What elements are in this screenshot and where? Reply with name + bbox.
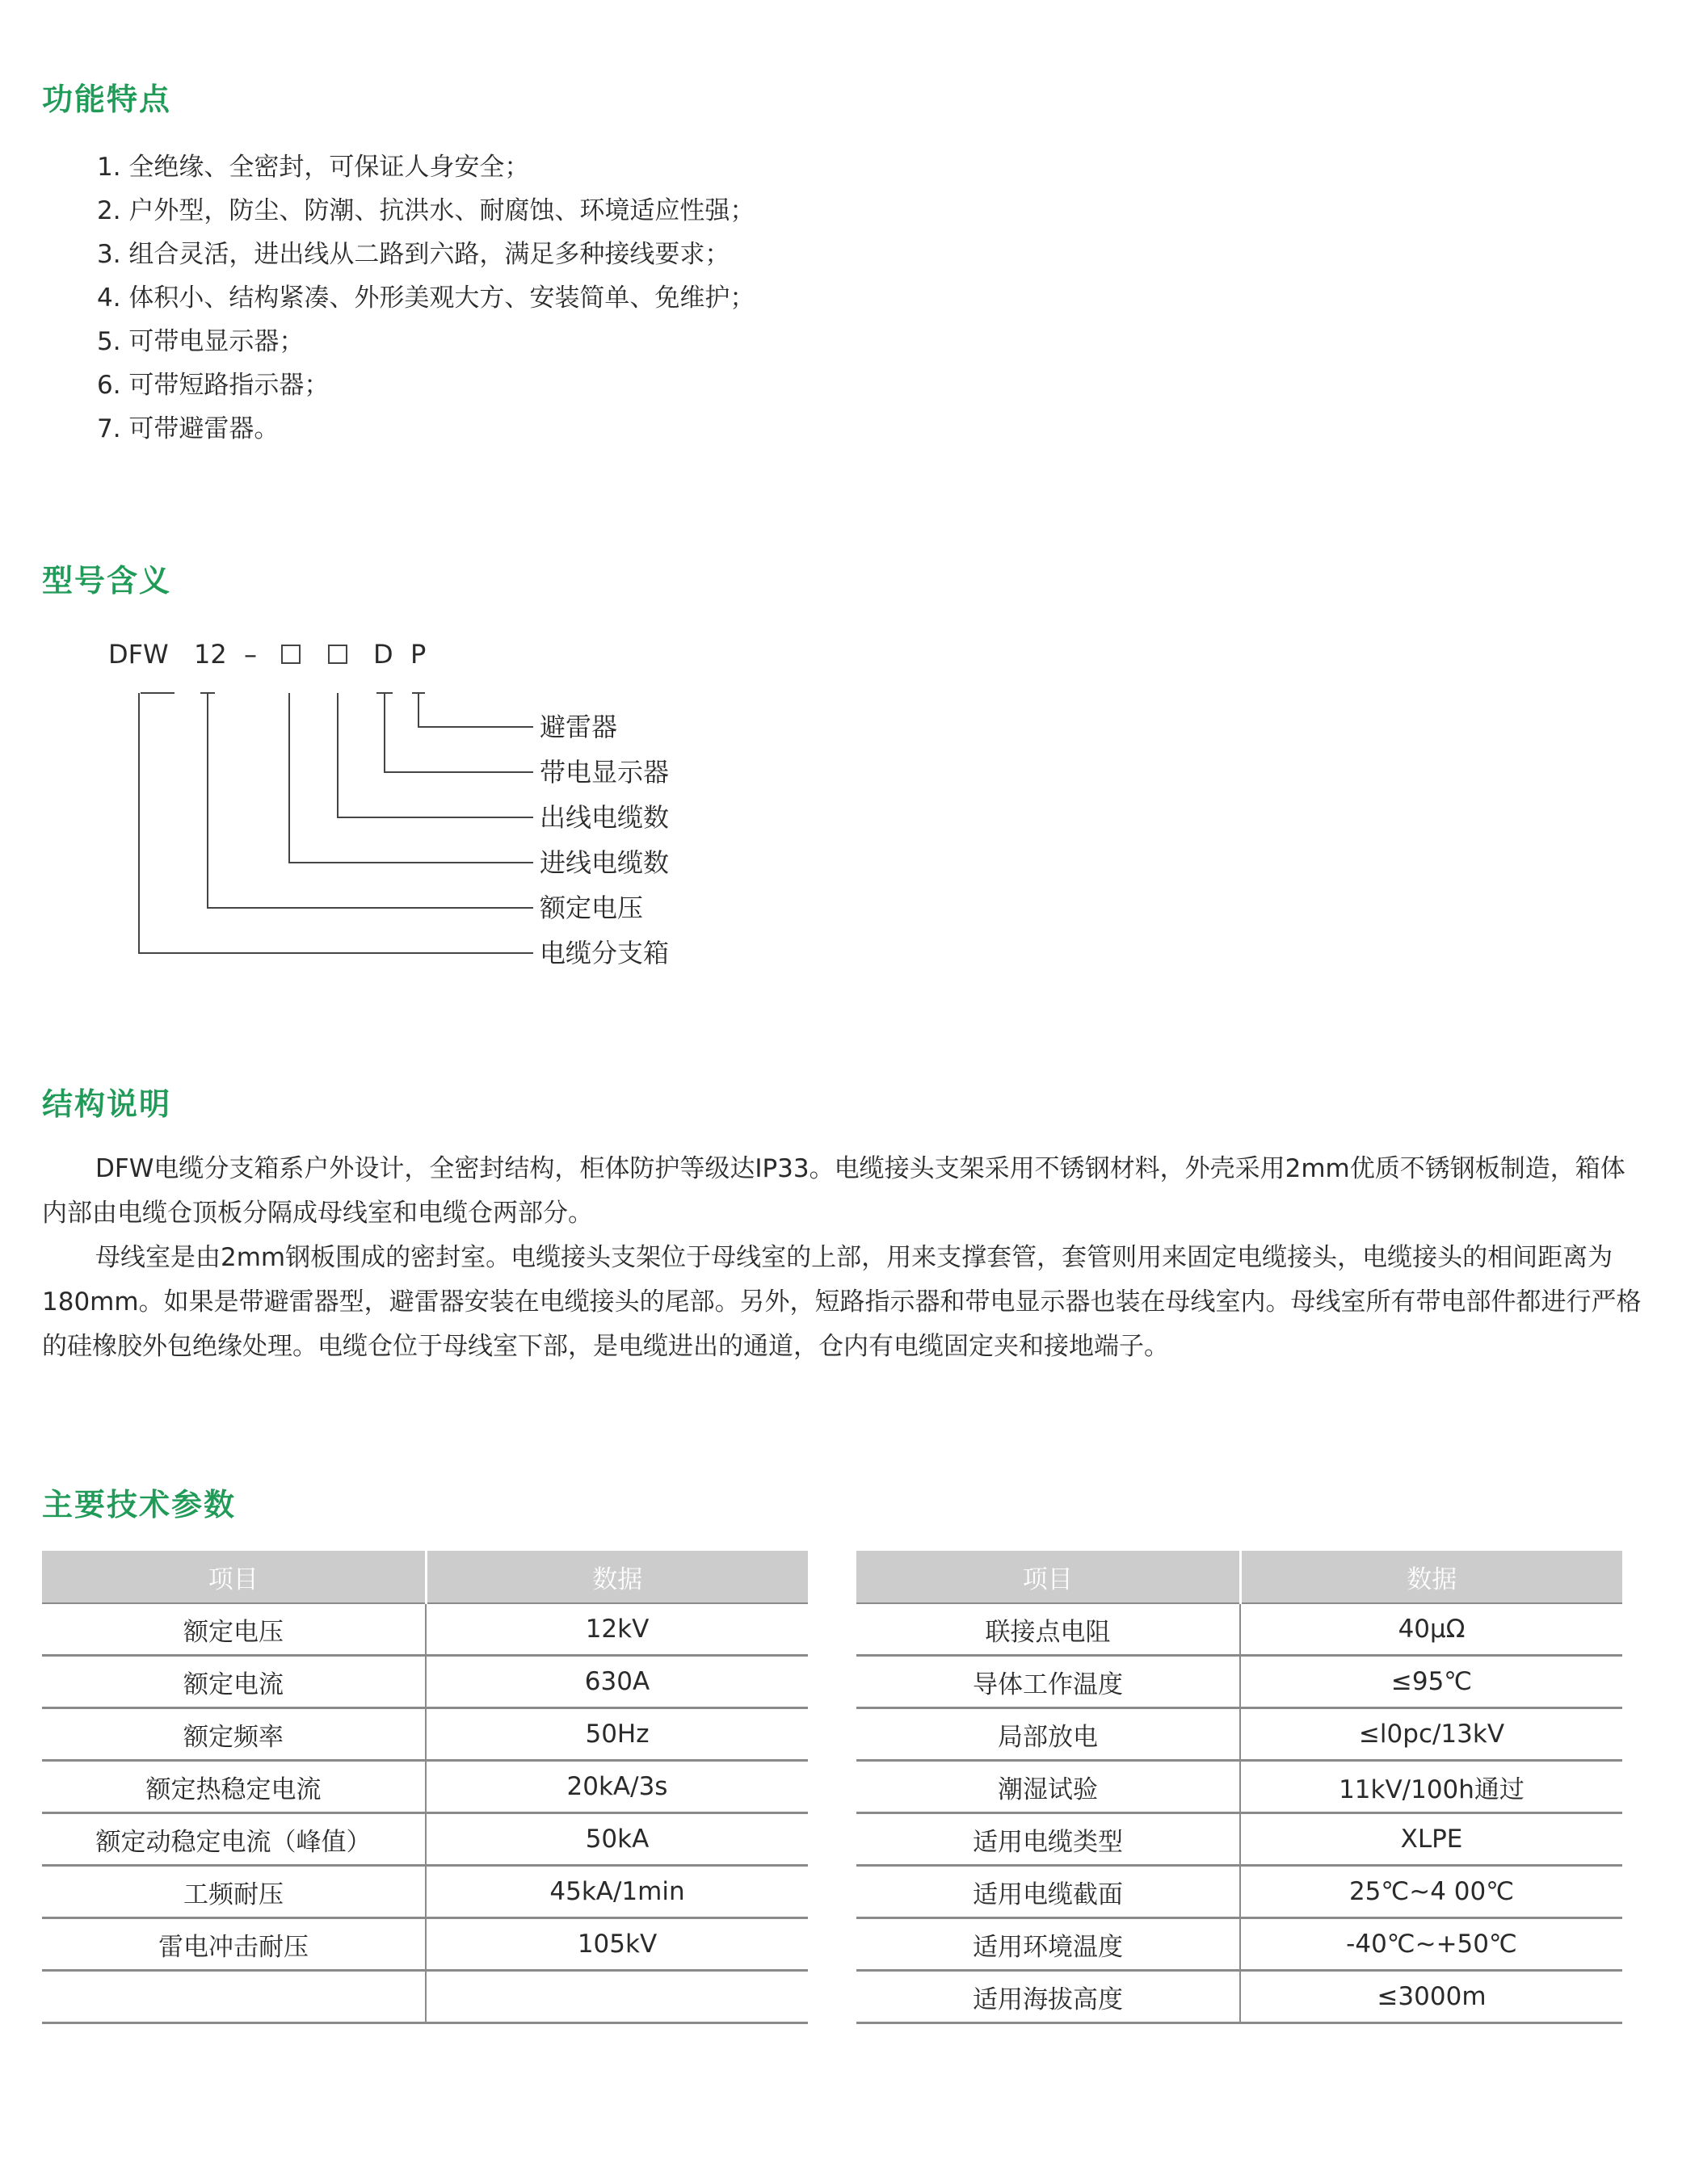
table-row: [856, 1918, 1622, 1971]
table-header-row: [42, 1551, 808, 1603]
section-title-model: 型号含义: [42, 563, 172, 598]
feature-item: 7. 可带避雷器。: [97, 414, 280, 443]
model-code-voltage: 12: [194, 639, 227, 670]
table-row: [42, 1761, 808, 1813]
param-name: 适用海拔高度: [856, 1971, 1240, 2023]
param-name: 额定动稳定电流（峰值）: [42, 1813, 426, 1866]
model-code-dash: –: [244, 639, 257, 670]
param-value: ≤95℃: [1240, 1656, 1622, 1708]
table-row: [856, 1813, 1622, 1866]
param-value: 25℃~4 00℃: [1240, 1866, 1622, 1918]
table-row: [856, 1971, 1622, 2023]
feature-list: [97, 145, 755, 451]
section-title-params: 主要技术参数: [42, 1487, 237, 1522]
param-name: 工频耐压: [42, 1866, 426, 1918]
column-header-data: 数据: [1240, 1551, 1622, 1603]
param-name: 适用电缆截面: [856, 1866, 1240, 1918]
feature-item: 6. 可带短路指示器；: [97, 371, 330, 400]
model-label-live-display: 带电显示器: [540, 757, 670, 788]
param-value: [426, 1971, 808, 2023]
structure-paragraph: 母线室是由2mm钢板围成的密封室。电缆接头支架位于母线室的上部，用来支撑套管，套管则用来固定电缆接头，电缆接头的相间距离为180mm。如果是带避雷器型，避雷器安装在电缆接头的尾部。另外，短路指示器和带电显示器也装在母线室内。母线室所有带电部件都进行严格的硅橡胶外包绝缘处理。电缆仓位于母线室下部，是电缆进出的通道，仓内有电缆固定夹和接地端子。: [42, 1243, 1642, 1361]
table-row: [42, 1918, 808, 1971]
param-value: ≤3000m: [1240, 1971, 1622, 2023]
structure-paragraph: DFW电缆分支箱系户外设计，全密封结构，柜体防护等级达IP33。电缆接头支架采用不锈钢材料，外壳采用2mm优质不锈钢板制造，箱体内部由电缆仓顶板分隔成母线室和电缆仓两部分。: [42, 1154, 1625, 1228]
param-value: -40℃~+50℃: [1240, 1918, 1622, 1971]
param-value: 12kV: [426, 1603, 808, 1656]
param-name: 额定电流: [42, 1656, 426, 1708]
param-name: 额定电压: [42, 1603, 426, 1656]
table-row: [856, 1761, 1622, 1813]
param-name: 额定热稳定电流: [42, 1761, 426, 1813]
section-title-structure: 结构说明: [42, 1086, 172, 1122]
param-name: 适用电缆类型: [856, 1813, 1240, 1866]
feature-item: 1. 全绝缘、全密封，可保证人身安全；: [97, 153, 530, 182]
param-value: 11kV/100h通过: [1240, 1761, 1622, 1813]
table-row: [42, 1813, 808, 1866]
table-row: [856, 1656, 1622, 1708]
table-row-empty: [42, 1971, 808, 2023]
param-value: XLPE: [1240, 1813, 1622, 1866]
param-value: ≤l0pc/13kV: [1240, 1708, 1622, 1761]
section-title-features: 功能特点: [42, 82, 172, 117]
feature-item: 3. 组合灵活，进出线从二路到六路，满足多种接线要求；: [97, 240, 730, 269]
param-value: 105kV: [426, 1918, 808, 1971]
table-row: [42, 1866, 808, 1918]
param-value: 20kA/3s: [426, 1761, 808, 1813]
param-value: 50kA: [426, 1813, 808, 1866]
table-row: [42, 1708, 808, 1761]
model-label-incoming-cables: 进线电缆数: [540, 847, 670, 878]
param-value: 630A: [426, 1656, 808, 1708]
param-value: 45kA/1min: [426, 1866, 808, 1918]
params-table-right: [856, 1551, 1622, 2024]
param-name: 适用环境温度: [856, 1918, 1240, 1971]
feature-item: 4. 体积小、结构紧凑、外形美观大方、安装简单、免维护；: [97, 284, 755, 313]
table-row: [856, 1866, 1622, 1918]
table-row: [856, 1603, 1622, 1656]
column-header-item: 项目: [42, 1551, 426, 1603]
model-label-cable-branch-box: 电缆分支箱: [540, 938, 670, 968]
model-label-outgoing-cables: 出线电缆数: [540, 802, 670, 833]
model-code-diagram: [105, 638, 719, 977]
params-table-left: [42, 1551, 808, 2024]
table-row: [42, 1656, 808, 1708]
model-label-arrester: 避雷器: [540, 712, 618, 742]
param-name: 额定频率: [42, 1708, 426, 1761]
table-header-row: [856, 1551, 1622, 1603]
model-code-p: P: [410, 639, 427, 670]
param-value: 40μΩ: [1240, 1603, 1622, 1656]
table-row: [856, 1708, 1622, 1761]
param-name: [42, 1971, 426, 2023]
column-header-item: 项目: [856, 1551, 1240, 1603]
model-code-d: D: [373, 639, 393, 670]
param-value: 50Hz: [426, 1708, 808, 1761]
feature-item: 2. 户外型，防尘、防潮、抗洪水、耐腐蚀、环境适应性强；: [97, 196, 755, 225]
param-name: 联接点电阻: [856, 1603, 1240, 1656]
feature-item: 5. 可带电显示器；: [97, 327, 305, 356]
structure-description: [42, 1147, 1650, 1369]
param-name: 雷电冲击耐压: [42, 1918, 426, 1971]
param-name: 潮湿试验: [856, 1761, 1240, 1813]
model-label-rated-voltage: 额定电压: [540, 892, 644, 923]
param-name: 导体工作温度: [856, 1656, 1240, 1708]
table-row: [42, 1603, 808, 1656]
param-name: 局部放电: [856, 1708, 1240, 1761]
column-header-data: 数据: [426, 1551, 808, 1603]
model-code-prefix: DFW: [108, 639, 169, 670]
